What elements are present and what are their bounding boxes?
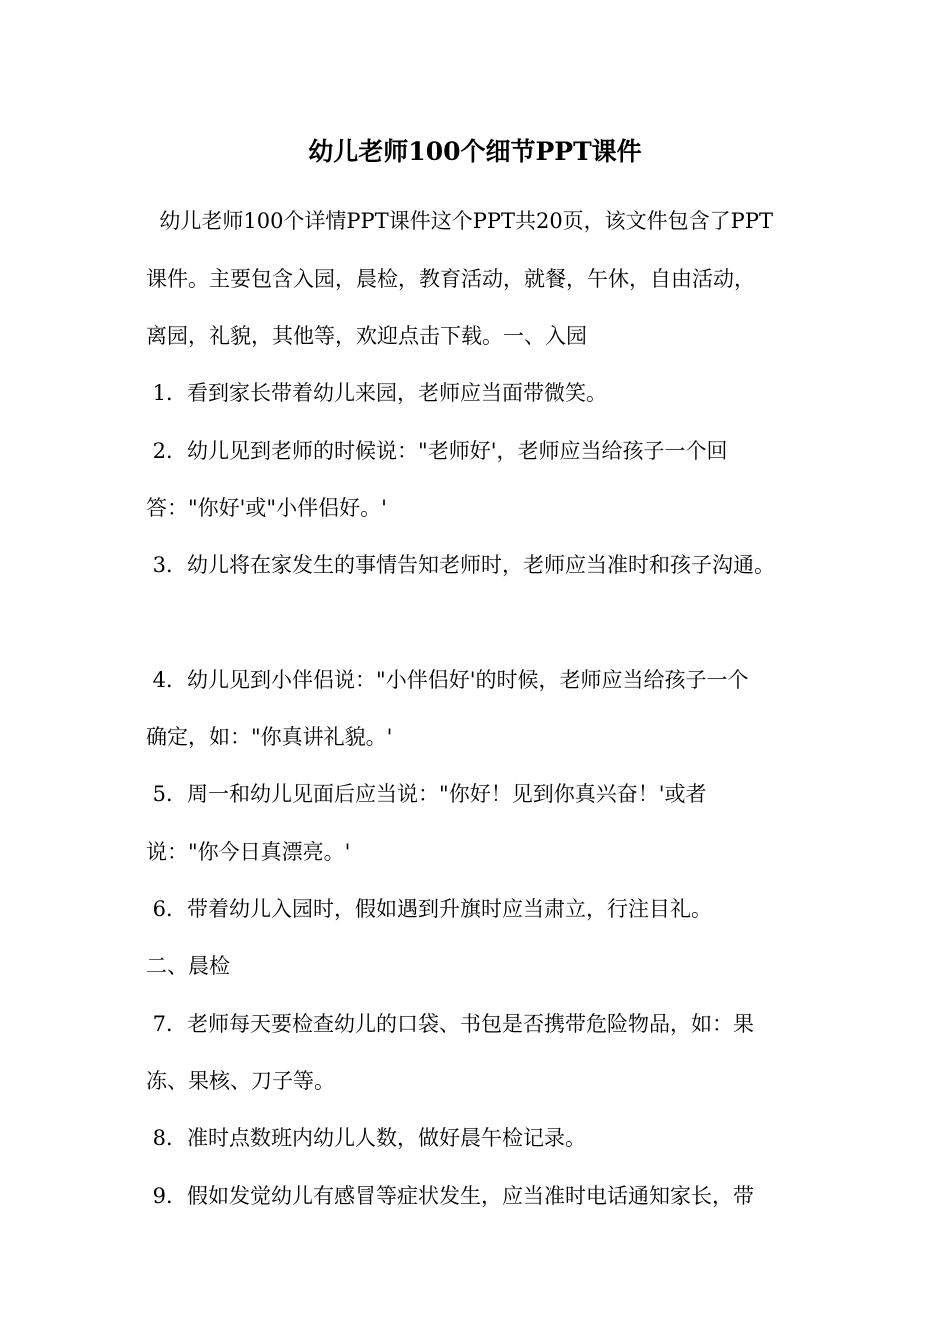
paragraph-line: 幼儿老师100个详情PPT课件这个PPT共20页，该文件包含了PPT — [146, 209, 773, 233]
list-item-line: 冻、果核、刀子等。 — [146, 1069, 335, 1093]
list-item-line: 确定，如："你真讲礼貌。' — [146, 725, 393, 749]
list-item-line: 8．准时点数班内幼儿人数，做好晨午检记录。 — [146, 1126, 587, 1150]
list-item-line: 6．带着幼儿入园时，假如遇到升旗时应当肃立，行注目礼。 — [146, 897, 713, 921]
list-item-line: 4．幼儿见到小伴侣说："小伴侣好'的时候，老师应当给孩子一个 — [146, 668, 749, 692]
list-item-line: 9．假如发觉幼儿有感冒等症状发生，应当准时电话通知家长，带 — [146, 1184, 755, 1208]
list-item-line: 2．幼儿见到老师的时候说："老师好'，老师应当给孩子一个回 — [146, 439, 728, 463]
list-item-line: 1．看到家长带着幼儿来园，老师应当面带微笑。 — [146, 381, 608, 405]
list-item-line: 说："你今日真漂亮。' — [146, 840, 351, 864]
document-title: 幼儿老师100个细节PPT课件 — [308, 137, 642, 166]
list-item-line: 答："你好'或"小伴侣好。' — [146, 496, 387, 520]
paragraph-line: 离园，礼貌，其他等，欢迎点击下载。一、入园 — [146, 324, 587, 348]
list-item-line: 7．老师每天要检查幼儿的口袋、书包是否携带危险物品，如：果 — [146, 1012, 755, 1036]
list-item-line: 3．幼儿将在家发生的事情告知老师时，老师应当准时和孩子沟通。 — [146, 553, 776, 577]
paragraph-line: 课件。主要包含入园，晨检，教育活动，就餐，午休，自由活动， — [146, 267, 755, 291]
list-item-line: 5．周一和幼儿见面后应当说："你好！见到你真兴奋！'或者 — [146, 782, 707, 806]
section-heading: 二、晨检 — [146, 954, 230, 978]
